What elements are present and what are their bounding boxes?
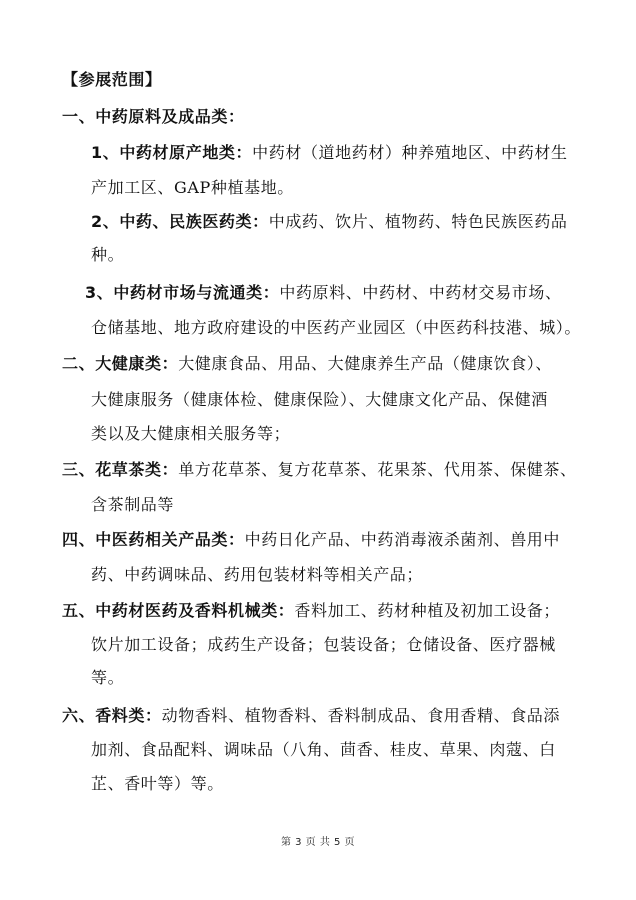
category-2-text-1: 大健康食品、用品、大健康养生产品（健康饮食）、 — [178, 354, 553, 373]
sub-1-1-line1 — [91, 143, 568, 163]
page-number: 第 3 页 共 5 页 — [280, 837, 356, 848]
category-2-text-2: 大健康服务（健康体检、健康保险）、大健康文化产品、保健酒 — [91, 390, 548, 409]
category-2-text-3: 类以及大健康相关服务等； — [91, 424, 291, 443]
category-3-label: 三、花草茶类： — [62, 460, 179, 479]
category-2-label: 二、大健康类： — [62, 354, 179, 373]
section-title-text: 【参展范围】 — [62, 70, 162, 89]
category-6-label: 六、香料类： — [62, 706, 162, 725]
category-2-line2 — [91, 390, 548, 410]
category-4-line1 — [62, 530, 560, 550]
category-1-heading — [62, 107, 245, 127]
category-1-label: 一、中药原料及成品类： — [62, 107, 245, 126]
category-5-text-1: 香料加工、药材种植及初加工设备； — [294, 601, 561, 620]
category-6-line3 — [91, 774, 224, 794]
page-footer — [0, 833, 636, 848]
category-4-label: 四、中医药相关产品类： — [62, 530, 245, 549]
category-5-line1 — [62, 601, 560, 621]
sub-1-3-text-1: 中药原料、中药材、中药材交易市场、 — [279, 283, 562, 302]
sub-1-2-label: 2、中药、民族医药类： — [91, 212, 269, 231]
sub-1-1-text-2: 产加工区、GAP种植基地。 — [91, 178, 294, 197]
category-5-text-2: 饮片加工设备；成药生产设备；包装设备；仓储设备、医疗器械 — [91, 635, 556, 654]
category-4-text-2: 药、中药调味品、药用包装材料等相关产品； — [91, 565, 424, 584]
section-title — [62, 70, 162, 90]
sub-1-2-text-2: 种。 — [91, 245, 125, 264]
sub-1-3-line2 — [91, 318, 581, 338]
category-5-label: 五、中药材医药及香料机械类： — [62, 601, 295, 620]
category-2-line3 — [91, 424, 290, 444]
category-6-text-2: 加剂、食品配料、调味品（八角、茴香、桂皮、草果、肉蔻、白 — [91, 740, 556, 759]
sub-1-1-label: 1、中药材原产地类： — [91, 143, 253, 162]
category-6-line2 — [91, 740, 556, 760]
category-6-text-1: 动物香料、植物香料、香料制成品、食用香精、食品添 — [161, 706, 561, 725]
category-3-text-2: 含茶制品等 — [91, 495, 175, 514]
sub-1-3-text-2: 仓储基地、地方政府建设的中医药产业园区（中医药科技港、城）。 — [91, 318, 582, 337]
sub-1-3-label: 3、中药材市场与流通类： — [85, 283, 280, 302]
sub-1-2-line2 — [91, 245, 124, 265]
category-3-text-1: 单方花草茶、复方花草茶、花果茶、代用茶、保健茶、 — [178, 460, 577, 479]
category-5-line3 — [91, 668, 124, 688]
sub-1-3-line1 — [85, 283, 562, 303]
category-6-line1 — [62, 706, 560, 726]
category-3-line2 — [91, 495, 174, 515]
sub-1-1-line2 — [91, 178, 294, 198]
category-4-text-1: 中药日化产品、中药消毒液杀菌剂、兽用中 — [244, 530, 561, 549]
category-2-line1 — [62, 354, 552, 374]
sub-1-2-line1 — [91, 212, 568, 232]
category-5-line2 — [91, 635, 556, 655]
category-3-line1 — [62, 460, 577, 480]
category-4-line2 — [91, 565, 423, 585]
sub-1-2-text-1: 中成药、饮片、植物药、特色民族医药品 — [268, 212, 568, 231]
sub-1-1-text-1: 中药材（道地药材）种养殖地区、中药材生 — [252, 143, 568, 162]
category-5-text-3: 等。 — [91, 668, 125, 687]
category-6-text-3: 芷、香叶等）等。 — [91, 774, 224, 793]
